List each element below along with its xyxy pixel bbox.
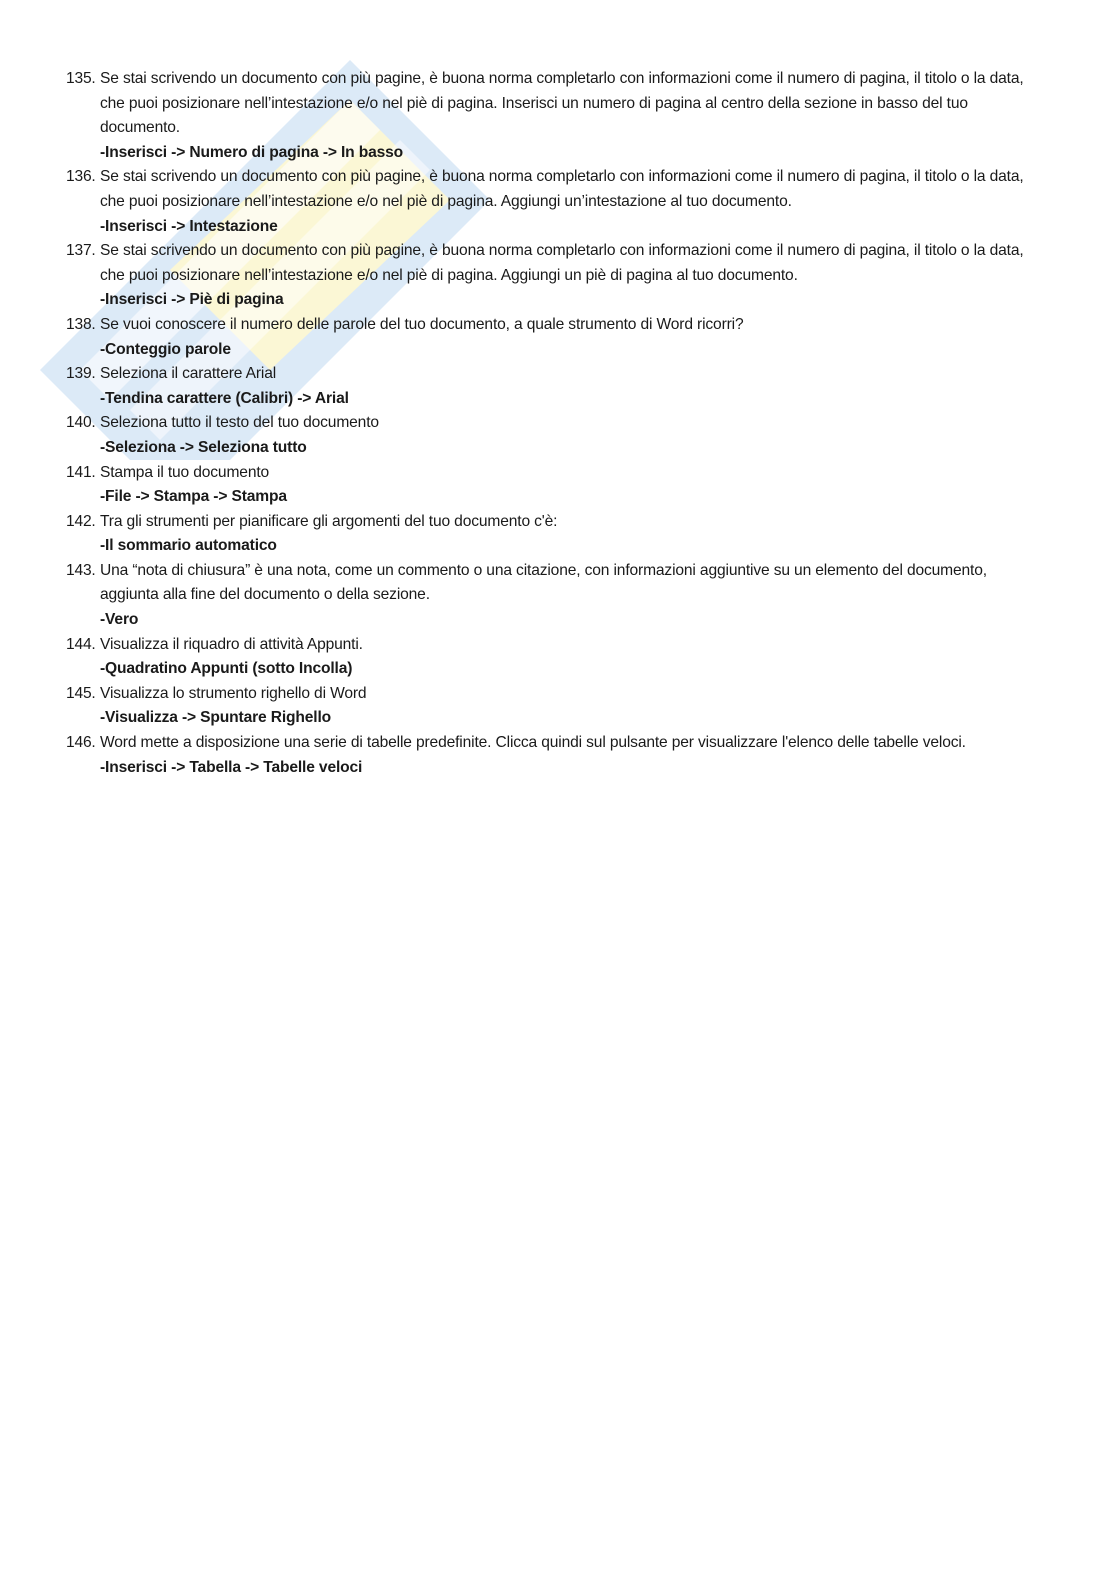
item-question: Se stai scrivendo un documento con più pagine, è buona norma completarlo con informazioni come il numero di pagina, il titolo o la data, che puoi posizionare nell’intestazione e/o nel piè di pagina. Aggiungi un’intestazione al tuo documento. <box>100 168 1024 210</box>
list-item <box>66 633 1036 682</box>
list-item <box>66 461 1036 510</box>
item-number: 143. <box>66 561 96 579</box>
item-body <box>100 559 1036 633</box>
qa-list <box>66 67 1036 780</box>
item-body <box>100 313 1036 362</box>
list-item <box>66 411 1036 460</box>
item-number: 144. <box>66 635 96 653</box>
item-number: 146. <box>66 734 96 752</box>
item-question: Seleziona tutto il testo del tuo documento <box>100 414 379 432</box>
list-item <box>66 362 1036 411</box>
list-item <box>66 510 1036 559</box>
item-body <box>100 362 1036 411</box>
item-answer: -Conteggio parole <box>100 340 231 358</box>
list-item <box>66 559 1036 633</box>
item-body <box>100 165 1036 239</box>
item-answer: -Seleziona -> Seleziona tutto <box>100 438 307 456</box>
list-item <box>66 165 1036 239</box>
item-answer: -Quadratino Appunti (sotto Incolla) <box>100 660 353 678</box>
item-question: Una “nota di chiusura” è una nota, come un commento o una citazione, con informazioni aggiuntive su un elemento del documento, aggiunta alla fine del documento o della sezione. <box>100 561 987 604</box>
item-question: Stampa il tuo documento <box>100 463 270 481</box>
item-body <box>100 731 1036 780</box>
item-body <box>100 411 1036 460</box>
item-answer: -Il sommario automatico <box>100 537 277 555</box>
list-item <box>66 682 1036 731</box>
item-question: Se stai scrivendo un documento con più pagine, è buona norma completarlo con informazioni come il numero di pagina, il titolo o la data, che puoi posizionare nell’intestazione e/o nel piè di pagina. Aggiungi un piè di pagina al tuo documento. <box>100 242 1024 284</box>
item-answer: -Visualizza -> Spuntare Righello <box>100 709 332 727</box>
item-answer: -Inserisci -> Intestazione <box>100 217 278 235</box>
item-number: 136. <box>66 168 96 186</box>
item-number: 142. <box>66 512 96 530</box>
item-number: 137. <box>66 242 96 260</box>
item-number: 138. <box>66 315 96 333</box>
item-body <box>100 67 1036 165</box>
item-body <box>100 461 1036 510</box>
item-question: Word mette a disposizione una serie di tabelle predefinite. Clicca quindi sul pulsante per visualizzare l'elenco delle tabelle veloci. <box>100 734 966 752</box>
list-item <box>66 67 1036 165</box>
item-number: 141. <box>66 463 96 481</box>
item-answer: -Inserisci -> Numero di pagina -> In basso <box>100 143 404 161</box>
item-body <box>100 510 1036 559</box>
list-item <box>66 313 1036 362</box>
item-body <box>100 633 1036 682</box>
item-question: Visualizza lo strumento righello di Word <box>100 684 367 702</box>
list-item <box>66 239 1036 313</box>
item-question: Se stai scrivendo un documento con più pagine, è buona norma completarlo con informazioni come il numero di pagina, il titolo o la data, che puoi posizionare nell’intestazione e/o nel piè di pagina. Inserisci un numero di pagina al centro della sezione in basso del tuo documento. <box>100 70 1024 137</box>
item-question: Seleziona il carattere Arial <box>100 365 277 383</box>
item-body <box>100 682 1036 731</box>
item-question: Tra gli strumenti per pianificare gli argomenti del tuo documento c'è: <box>100 512 558 530</box>
item-answer: -Tendina carattere (Calibri) -> Arial <box>100 389 349 407</box>
item-number: 135. <box>66 70 96 87</box>
list-item <box>66 731 1036 780</box>
item-answer: -Inserisci -> Tabella -> Tabelle veloci <box>100 758 363 776</box>
item-question: Se vuoi conoscere il numero delle parole del tuo documento, a quale strumento di Word ricorri? <box>100 315 744 333</box>
item-answer: -Vero <box>100 611 139 629</box>
item-answer: -Inserisci -> Piè di pagina <box>100 291 284 309</box>
item-number: 139. <box>66 365 96 383</box>
item-body <box>100 239 1036 313</box>
item-question: Visualizza il riquadro di attività Appunti. <box>100 635 363 653</box>
item-number: 145. <box>66 684 96 702</box>
item-number: 140. <box>66 414 96 432</box>
item-answer: -File -> Stampa -> Stampa <box>100 488 287 506</box>
